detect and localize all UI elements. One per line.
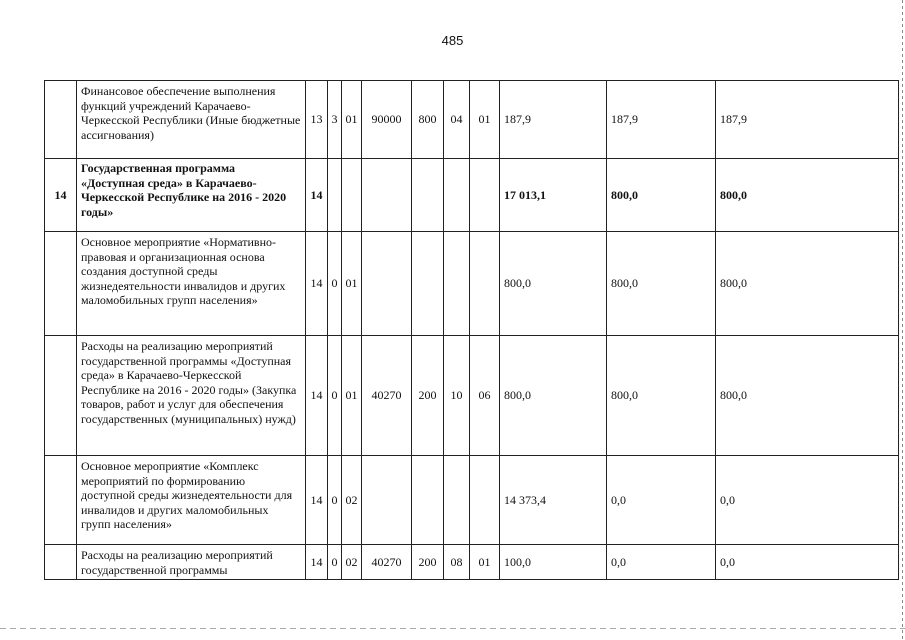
row-number (45, 81, 77, 159)
code-event: 02 (342, 456, 362, 545)
code-section (444, 232, 470, 336)
row-name: Основное мероприятие «Комплекс мероприятий по формированию доступной среды жизнедеятельности для инвалидов и других маломобильных групп населения» (77, 456, 306, 545)
budget-table (44, 80, 899, 580)
code-event: 01 (342, 232, 362, 336)
table-row (45, 81, 899, 159)
table-row (45, 336, 899, 456)
code-event: 02 (342, 545, 362, 580)
code-direction (362, 232, 412, 336)
table-row (45, 456, 899, 545)
amount-3: 800,0 (716, 336, 899, 456)
code-subprogram (328, 159, 342, 232)
table-row (45, 545, 899, 580)
table-row (45, 159, 899, 232)
amount-1: 100,0 (500, 545, 607, 580)
amount-2: 800,0 (607, 336, 716, 456)
amount-2: 800,0 (607, 232, 716, 336)
code-expense-type (412, 456, 444, 545)
table-row (45, 232, 899, 336)
amount-2: 800,0 (607, 159, 716, 232)
code-program: 14 (306, 232, 328, 336)
code-program: 14 (306, 159, 328, 232)
code-direction: 40270 (362, 545, 412, 580)
code-subsection (470, 456, 500, 545)
code-subsection: 01 (470, 81, 500, 159)
amount-3: 800,0 (716, 232, 899, 336)
amount-3: 0,0 (716, 545, 899, 580)
code-subprogram: 3 (328, 81, 342, 159)
amount-1: 800,0 (500, 232, 607, 336)
code-subprogram: 0 (328, 545, 342, 580)
code-program: 14 (306, 456, 328, 545)
row-number (45, 545, 77, 580)
row-number (45, 336, 77, 456)
code-expense-type: 800 (412, 81, 444, 159)
code-program: 13 (306, 81, 328, 159)
code-expense-type: 200 (412, 545, 444, 580)
code-section: 08 (444, 545, 470, 580)
row-number (45, 456, 77, 545)
row-name: Расходы на реализацию мероприятий государственной программы «Доступная среда» в Карачаево-Черкесской Республике на 2016 - 2020 годы» (Закупка товаров, работ и услуг для обеспечения государственных (муниципальных) нужд) (77, 336, 306, 456)
code-event: 01 (342, 336, 362, 456)
code-program: 14 (306, 545, 328, 580)
code-section (444, 159, 470, 232)
row-name: Расходы на реализацию мероприятий государственной программы (77, 545, 306, 580)
code-section: 10 (444, 336, 470, 456)
amount-3: 187,9 (716, 81, 899, 159)
page-number: 485 (441, 33, 464, 48)
code-expense-type: 200 (412, 336, 444, 456)
code-program: 14 (306, 336, 328, 456)
row-name: Финансовое обеспечение выполнения функций учреждений Карачаево-Черкесской Республики (Иные бюджетные ассигнования) (77, 81, 306, 159)
amount-2: 0,0 (607, 545, 716, 580)
code-subsection: 06 (470, 336, 500, 456)
code-direction (362, 159, 412, 232)
amount-3: 0,0 (716, 456, 899, 545)
code-direction (362, 456, 412, 545)
amount-2: 0,0 (607, 456, 716, 545)
code-event (342, 159, 362, 232)
code-event: 01 (342, 81, 362, 159)
code-direction: 90000 (362, 81, 412, 159)
code-subprogram: 0 (328, 456, 342, 545)
code-direction: 40270 (362, 336, 412, 456)
amount-1: 800,0 (500, 336, 607, 456)
amount-1: 187,9 (500, 81, 607, 159)
code-section (444, 456, 470, 545)
code-expense-type (412, 159, 444, 232)
row-number (45, 232, 77, 336)
code-subsection (470, 232, 500, 336)
code-section: 04 (444, 81, 470, 159)
code-subsection (470, 159, 500, 232)
amount-2: 187,9 (607, 81, 716, 159)
code-subprogram: 0 (328, 232, 342, 336)
row-number: 14 (45, 159, 77, 232)
row-name: Государственная программа «Доступная среда» в Карачаево-Черкесской Республике на 2016 - 2020 годы» (77, 159, 306, 232)
code-subsection: 01 (470, 545, 500, 580)
code-subprogram: 0 (328, 336, 342, 456)
amount-3: 800,0 (716, 159, 899, 232)
amount-1: 17 013,1 (500, 159, 607, 232)
row-name: Основное мероприятие «Нормативно-правовая и организационная основа создания доступной среды жизнедеятельности инвалидов и других маломобильных групп населения» (77, 232, 306, 336)
scan-edge-line (902, 0, 903, 640)
amount-1: 14 373,4 (500, 456, 607, 545)
scan-bottom-line (0, 628, 905, 629)
code-expense-type (412, 232, 444, 336)
